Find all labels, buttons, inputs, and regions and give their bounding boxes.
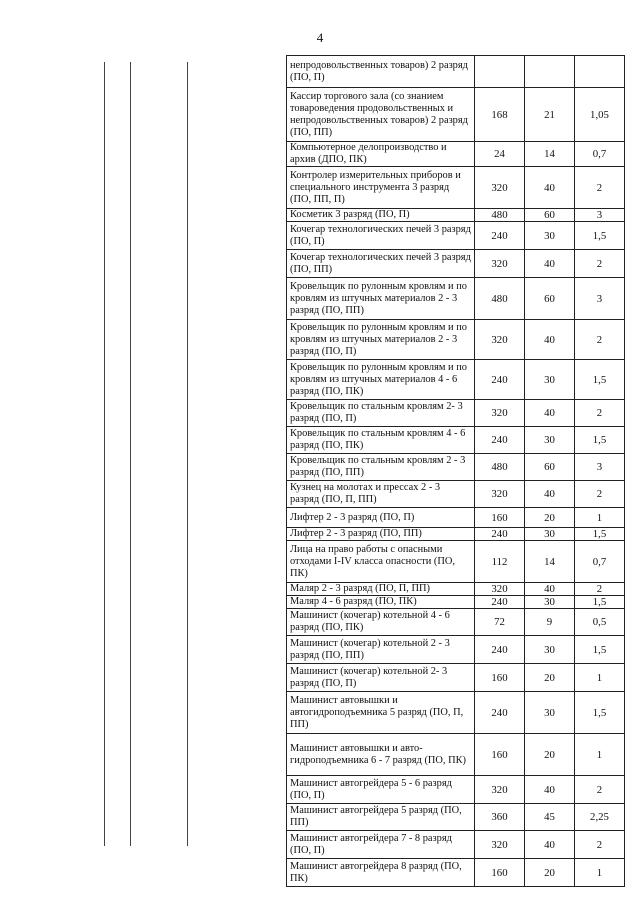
days-cell: 14: [525, 541, 575, 583]
coefficient-cell: 1,5: [575, 222, 625, 250]
table-row: [287, 454, 625, 481]
course-name-cell: Косметик 3 разряд (ПО, П): [287, 209, 475, 222]
coefficient-cell: 2,25: [575, 804, 625, 831]
days-cell: 30: [525, 692, 575, 734]
table-row: [287, 360, 625, 400]
course-name-cell: Лица на право работы с опасными отходами I-IV класса опасности (ПО, ПК): [287, 541, 475, 583]
hours-cell: 160: [475, 664, 525, 692]
days-cell: 45: [525, 804, 575, 831]
coefficient-cell: 2: [575, 831, 625, 859]
days-cell: 60: [525, 209, 575, 222]
hours-cell: 240: [475, 528, 525, 541]
hours-cell: 112: [475, 541, 525, 583]
days-cell: 40: [525, 320, 575, 360]
coefficient-cell: 1,5: [575, 427, 625, 454]
days-cell: 40: [525, 831, 575, 859]
table-row: [287, 664, 625, 692]
hours-cell: 480: [475, 209, 525, 222]
days-cell: 21: [525, 88, 575, 142]
days-cell: 40: [525, 481, 575, 508]
course-name-cell: Кровельщик по стальным кровлям 2- 3 разряд (ПО, П): [287, 400, 475, 427]
table-row: [287, 508, 625, 528]
hours-cell: 320: [475, 831, 525, 859]
hours-cell: 240: [475, 427, 525, 454]
course-name-cell: Машинист автогрейдера 7 - 8 разряд (ПО, П): [287, 831, 475, 859]
course-name-cell: Маляр 4 - 6 разряд (ПО, ПК): [287, 596, 475, 609]
coefficient-cell: 2: [575, 776, 625, 804]
hours-cell: 320: [475, 481, 525, 508]
table-row: [287, 400, 625, 427]
hours-cell: 168: [475, 88, 525, 142]
course-name-cell: Кровельщик по стальным кровлям 2 - 3 разряд (ПО, ПП): [287, 454, 475, 481]
coefficient-cell: [575, 56, 625, 88]
course-name-cell: Кровельщик по стальным кровлям 4 - 6 разряд (ПО, ПК): [287, 427, 475, 454]
coefficient-cell: 2: [575, 583, 625, 596]
coefficient-cell: 2: [575, 320, 625, 360]
course-name-cell: Кровельщик по рулонным кровлям и по кровлям из штучных материалов 2 - 3 разряд (ПО, П): [287, 320, 475, 360]
coefficient-cell: 2: [575, 250, 625, 278]
coefficient-cell: 1,05: [575, 88, 625, 142]
hours-cell: 240: [475, 596, 525, 609]
course-name-cell: Машинист (кочегар) котельной 4 - 6 разряд (ПО, ПК): [287, 609, 475, 636]
coefficient-cell: 1: [575, 859, 625, 887]
table-row: [287, 734, 625, 776]
hours-cell: [475, 56, 525, 88]
coefficient-cell: 2: [575, 400, 625, 427]
table-row: [287, 209, 625, 222]
coefficient-cell: 3: [575, 454, 625, 481]
table-row: [287, 167, 625, 209]
days-cell: 20: [525, 734, 575, 776]
days-cell: 40: [525, 250, 575, 278]
days-cell: 9: [525, 609, 575, 636]
page-number: 4: [316, 30, 324, 45]
table-row: [287, 831, 625, 859]
hours-cell: 160: [475, 508, 525, 528]
course-name-cell: Лифтер 2 - 3 разряд (ПО, ПП): [287, 528, 475, 541]
days-cell: 60: [525, 454, 575, 481]
table-row: [287, 692, 625, 734]
table-row: [287, 427, 625, 454]
coefficient-cell: 1,5: [575, 692, 625, 734]
coefficient-cell: 1: [575, 508, 625, 528]
table-row: [287, 481, 625, 508]
table-row: [287, 609, 625, 636]
course-name-cell: Контролер измерительных приборов и специального инструмента 3 разряд (ПО, ПП, П): [287, 167, 475, 209]
course-name-cell: Машинист автовышки и автогидроподъемника 5 разряд (ПО, П, ПП): [287, 692, 475, 734]
coefficient-cell: 1,5: [575, 596, 625, 609]
hours-cell: 480: [475, 454, 525, 481]
coefficient-cell: 2: [575, 167, 625, 209]
days-cell: 20: [525, 859, 575, 887]
coefficient-cell: 0,7: [575, 142, 625, 167]
days-cell: 30: [525, 596, 575, 609]
course-name-cell: Лифтер 2 - 3 разряд (ПО, П): [287, 508, 475, 528]
coefficient-cell: 0,5: [575, 609, 625, 636]
hours-cell: 480: [475, 278, 525, 320]
days-cell: 14: [525, 142, 575, 167]
left-column-rule-2: [130, 62, 131, 846]
course-name-cell: Машинист автогрейдера 8 разряд (ПО, ПК): [287, 859, 475, 887]
coefficient-cell: 0,7: [575, 541, 625, 583]
table-row: [287, 583, 625, 596]
table-row: [287, 859, 625, 887]
days-cell: 40: [525, 776, 575, 804]
course-name-cell: Компьютерное делопроизводство и архив (ДПО, ПК): [287, 142, 475, 167]
days-cell: 40: [525, 167, 575, 209]
days-cell: 40: [525, 400, 575, 427]
days-cell: 20: [525, 664, 575, 692]
hours-cell: 240: [475, 360, 525, 400]
days-cell: 30: [525, 427, 575, 454]
table-row: [287, 88, 625, 142]
coefficient-cell: 1: [575, 734, 625, 776]
days-cell: 60: [525, 278, 575, 320]
hours-cell: 320: [475, 320, 525, 360]
coefficient-cell: 3: [575, 209, 625, 222]
courses-table: [286, 55, 625, 887]
course-name-cell: Машинист автогрейдера 5 - 6 разряд (ПО, П): [287, 776, 475, 804]
hours-cell: 360: [475, 804, 525, 831]
hours-cell: 320: [475, 400, 525, 427]
days-cell: 40: [525, 583, 575, 596]
days-cell: 30: [525, 222, 575, 250]
days-cell: [525, 56, 575, 88]
table-row: [287, 250, 625, 278]
coefficient-cell: 1,5: [575, 636, 625, 664]
left-column-rule-1: [104, 62, 105, 846]
days-cell: 20: [525, 508, 575, 528]
table-row: [287, 636, 625, 664]
coefficient-cell: 1: [575, 664, 625, 692]
course-name-cell: непродовольственных товаров) 2 разряд (ПО, П): [287, 56, 475, 88]
hours-cell: 320: [475, 250, 525, 278]
course-name-cell: Кровельщик по рулонным кровлям и по кровлям из штучных материалов 2 - 3 разряд (ПО, ПП): [287, 278, 475, 320]
table-row: [287, 541, 625, 583]
left-column-rule-3: [187, 62, 188, 846]
table-row: [287, 776, 625, 804]
days-cell: 30: [525, 528, 575, 541]
course-name-cell: Кузнец на молотах и прессах 2 - 3 разряд (ПО, П, ПП): [287, 481, 475, 508]
hours-cell: 240: [475, 222, 525, 250]
table-row: [287, 320, 625, 360]
hours-cell: 160: [475, 734, 525, 776]
hours-cell: 240: [475, 692, 525, 734]
course-name-cell: Маляр 2 - 3 разряд (ПО, П, ПП): [287, 583, 475, 596]
table-row: [287, 56, 625, 88]
hours-cell: 320: [475, 583, 525, 596]
course-name-cell: Кочегар технологических печей 3 разряд (ПО, П): [287, 222, 475, 250]
courses-table-body: [287, 56, 625, 887]
hours-cell: 240: [475, 636, 525, 664]
table-row: [287, 804, 625, 831]
hours-cell: 72: [475, 609, 525, 636]
days-cell: 30: [525, 360, 575, 400]
days-cell: 30: [525, 636, 575, 664]
course-name-cell: Машинист автовышки и авто-гидроподъемника 6 - 7 разряд (ПО, ПК): [287, 734, 475, 776]
coefficient-cell: 3: [575, 278, 625, 320]
coefficient-cell: 1,5: [575, 360, 625, 400]
table-row: [287, 278, 625, 320]
table-row: [287, 596, 625, 609]
table-row: [287, 142, 625, 167]
hours-cell: 320: [475, 167, 525, 209]
hours-cell: 24: [475, 142, 525, 167]
coefficient-cell: 1,5: [575, 528, 625, 541]
hours-cell: 320: [475, 776, 525, 804]
table-row: [287, 528, 625, 541]
course-name-cell: Машинист (кочегар) котельной 2 - 3 разряд (ПО, ПП): [287, 636, 475, 664]
table-row: [287, 222, 625, 250]
course-name-cell: Кровельщик по рулонным кровлям и по кровлям из штучных материалов 4 - 6 разряд (ПО, ПК): [287, 360, 475, 400]
course-name-cell: Машинист (кочегар) котельной 2- 3 разряд (ПО, П): [287, 664, 475, 692]
coefficient-cell: 2: [575, 481, 625, 508]
course-name-cell: Кассир торгового зала (со знанием товароведения продовольственных и непродовольственных товаров) 2 разряд (ПО, ПП): [287, 88, 475, 142]
course-name-cell: Кочегар технологических печей 3 разряд (ПО, ПП): [287, 250, 475, 278]
course-name-cell: Машинист автогрейдера 5 разряд (ПО, ПП): [287, 804, 475, 831]
hours-cell: 160: [475, 859, 525, 887]
